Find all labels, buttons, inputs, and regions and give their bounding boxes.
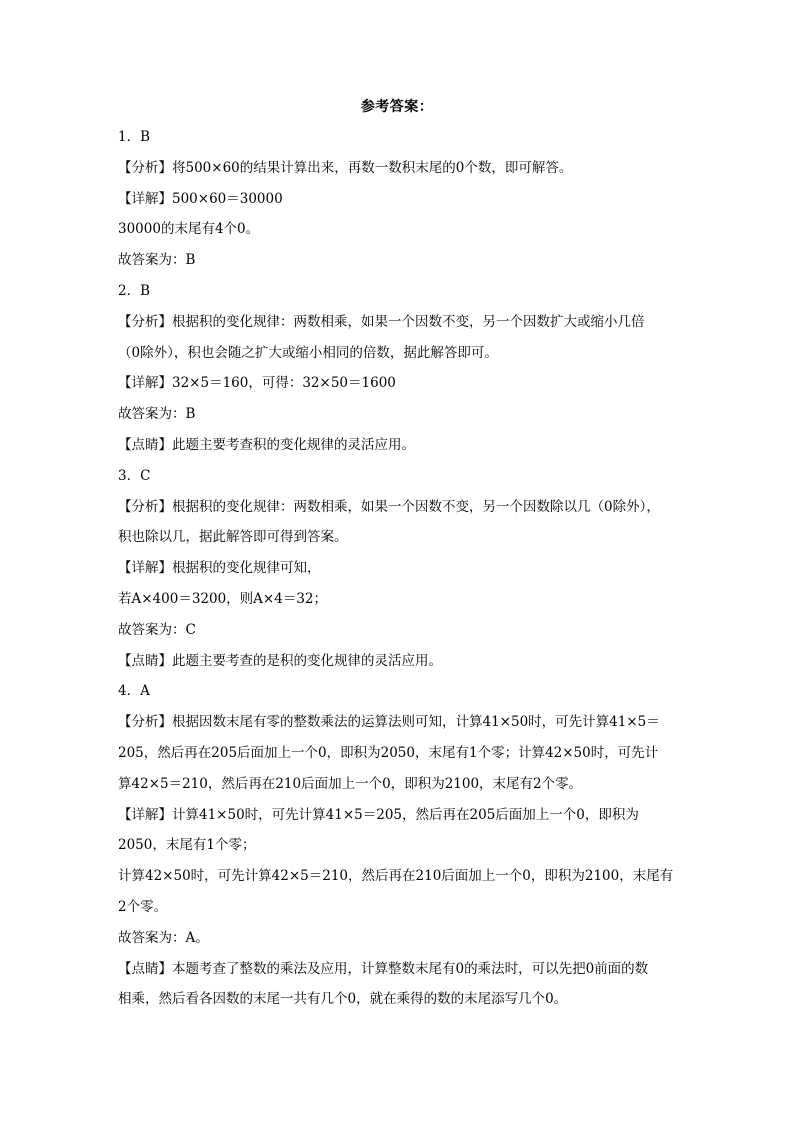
answer-line: 故答案为：C <box>118 621 196 638</box>
answer-line: 205，然后再在205后面加上一个0，即积为2050，末尾有1个零；计算42×50时，可先计 <box>118 744 659 761</box>
page-title: 参考答案： <box>360 99 434 115</box>
answer-line: 【详解】500×60＝30000 <box>118 190 283 207</box>
answer-line: 2．B <box>118 282 151 299</box>
answer-line: 故答案为：A。 <box>118 929 209 946</box>
answer-line: 【分析】根据积的变化规律：两数相乘，如果一个因数不变，另一个因数除以几（0除外）， <box>118 498 660 515</box>
answer-line: 【点睛】此题主要考查积的变化规律的灵活应用。 <box>118 436 415 453</box>
answer-line: 【分析】根据积的变化规律：两数相乘，如果一个因数不变，另一个因数扩大或缩小几倍 <box>118 313 645 330</box>
answer-line: 2050，末尾有1个零； <box>118 837 256 854</box>
answer-line: 【详解】计算41×50时，可先计算41×5＝205，然后再在205后面加上一个0，即积为 <box>118 806 639 823</box>
answer-line: 30000的末尾有4个0。 <box>118 221 260 238</box>
answer-line: 积也除以几，据此解答即可得到答案。 <box>118 529 348 546</box>
answer-line: 3．C <box>118 467 151 484</box>
answer-line: （0除外），积也会随之扩大或缩小相同的倍数，据此解答即可。 <box>118 344 498 361</box>
answer-line: 1．B <box>118 129 151 145</box>
answer-line: 4．A <box>118 683 150 700</box>
answer-line: 算42×5＝210，然后再在210后面加上一个0，即积为2100，末尾有2个零。 <box>118 775 583 792</box>
answer-line: 【详解】32×5＝160，可得：32×50＝1600 <box>118 375 396 392</box>
answer-line: 【详解】根据积的变化规律可知， <box>118 560 321 577</box>
answer-line: 故答案为：B <box>118 406 196 423</box>
answer-content <box>118 122 698 1015</box>
answer-line: 【分析】根据因数末尾有零的整数乘法的运算法则可知，计算41×50时，可先计算41×5＝ <box>118 714 660 731</box>
answer-line: 【分析】将500×60的结果计算出来，再数一数积末尾的0个数，即可解答。 <box>118 159 573 176</box>
answer-line: 若A×400＝3200，则A×4＝32； <box>118 590 328 607</box>
answer-line: 2个零。 <box>118 898 168 915</box>
answer-line: 【点睛】本题考查了整数的乘法及应用，计算整数末尾有0的乘法时，可以先把0前面的数 <box>118 960 649 977</box>
answer-line: 故答案为：B <box>118 252 196 269</box>
answer-line: 计算42×50时，可先计算42×5＝210，然后再在210后面加上一个0，即积为2100，末尾有 <box>118 868 674 885</box>
answer-line: 相乘，然后看各因数的末尾一共有几个0，就在乘得的数的末尾添写几个0。 <box>118 991 568 1008</box>
answer-line: 【点睛】此题主要考查的是积的变化规律的灵活应用。 <box>118 652 442 669</box>
